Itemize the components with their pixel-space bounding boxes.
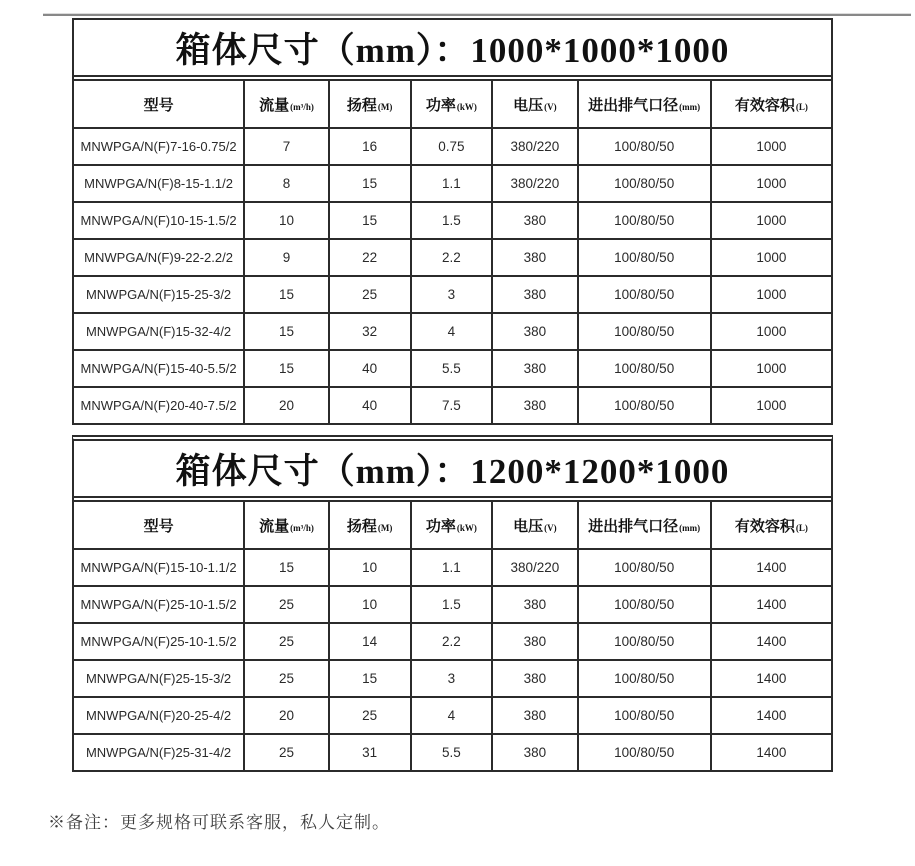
section-title-1200: 箱体尺寸（mm）：1200*1200*1000 — [74, 441, 831, 502]
spec-cell: 1.1 — [411, 549, 493, 586]
spec-cell: 1000 — [711, 350, 831, 387]
column-label: 型号 — [143, 97, 174, 114]
spec-cell: 15 — [329, 165, 411, 202]
column-header — [578, 502, 711, 549]
spec-cell: 1000 — [711, 276, 831, 313]
spec-cell: 3 — [411, 660, 493, 697]
column-unit: (L) — [795, 522, 808, 533]
model-cell: MNWPGA/N(F)25-15-3/2 — [74, 660, 244, 697]
spec-cell: 2.2 — [411, 239, 493, 276]
spec-cell: 20 — [244, 387, 329, 423]
spec-cell: 100/80/50 — [578, 697, 711, 734]
spec-cell: 1.5 — [411, 586, 493, 623]
model-cell: MNWPGA/N(F)9-22-2.2/2 — [74, 239, 244, 276]
model-cell: MNWPGA/N(F)15-40-5.5/2 — [74, 350, 244, 387]
spec-cell: 16 — [329, 128, 411, 165]
spec-cell: 380 — [492, 586, 577, 623]
spec-cell: 1000 — [711, 202, 831, 239]
spec-cell: 100/80/50 — [578, 623, 711, 660]
column-header — [492, 502, 577, 549]
spec-cell: 25 — [329, 276, 411, 313]
spec-cell: 1000 — [711, 313, 831, 350]
column-unit: (kW) — [456, 101, 477, 112]
spec-cell: 3 — [411, 276, 493, 313]
column-label: 有效容积 — [734, 97, 795, 114]
section-title-1000: 箱体尺寸（mm）：1000*1000*1000 — [74, 20, 831, 81]
spec-cell: 10 — [244, 202, 329, 239]
spec-cell: 1400 — [711, 623, 831, 660]
top-divider-rule — [43, 13, 911, 16]
spec-cell: 7 — [244, 128, 329, 165]
spec-cell: 40 — [329, 387, 411, 423]
product-spec-sheet — [0, 13, 915, 866]
column-unit: (M) — [377, 522, 393, 533]
column-header — [492, 81, 577, 128]
spec-cell: 10 — [329, 549, 411, 586]
spec-cell: 1.5 — [411, 202, 493, 239]
spec-cell: 380 — [492, 660, 577, 697]
spec-cell: 1400 — [711, 734, 831, 770]
header-row — [74, 502, 831, 549]
column-label: 扬程 — [346, 518, 377, 535]
spec-cell: 15 — [329, 660, 411, 697]
column-header — [244, 502, 329, 549]
spec-cell: 1400 — [711, 660, 831, 697]
spec-cell: 380 — [492, 697, 577, 734]
column-unit: (m³/h) — [290, 101, 314, 112]
column-label: 有效容积 — [734, 518, 795, 535]
spec-cell: 10 — [329, 586, 411, 623]
spec-cell: 100/80/50 — [578, 350, 711, 387]
column-label: 扬程 — [346, 97, 377, 114]
spec-cell: 100/80/50 — [578, 165, 711, 202]
spec-cell: 380/220 — [492, 128, 577, 165]
spec-cell: 100/80/50 — [578, 276, 711, 313]
spec-cell: 380 — [492, 734, 577, 770]
column-header — [411, 502, 493, 549]
spec-row — [74, 549, 831, 586]
spec-cell: 1000 — [711, 165, 831, 202]
spec-row — [74, 202, 831, 239]
column-unit: (kW) — [456, 522, 477, 533]
spec-table-1000 — [74, 81, 831, 423]
column-unit: (V) — [544, 101, 557, 112]
spec-cell: 5.5 — [411, 350, 493, 387]
spec-cell: 2.2 — [411, 623, 493, 660]
column-unit: (mm) — [679, 522, 701, 533]
spec-cell: 5.5 — [411, 734, 493, 770]
spec-cell: 0.75 — [411, 128, 493, 165]
spec-section-1000 — [72, 18, 833, 425]
model-cell: MNWPGA/N(F)25-10-1.5/2 — [74, 623, 244, 660]
model-cell: MNWPGA/N(F)7-16-0.75/2 — [74, 128, 244, 165]
model-cell: MNWPGA/N(F)20-25-4/2 — [74, 697, 244, 734]
model-cell: MNWPGA/N(F)15-10-1.1/2 — [74, 549, 244, 586]
spec-cell: 380/220 — [492, 165, 577, 202]
column-label: 功率 — [425, 518, 456, 535]
spec-row — [74, 586, 831, 623]
column-label: 电压 — [513, 97, 544, 114]
model-cell: MNWPGA/N(F)10-15-1.5/2 — [74, 202, 244, 239]
column-unit: (mm) — [679, 101, 701, 112]
spec-cell: 32 — [329, 313, 411, 350]
header-row — [74, 81, 831, 128]
spec-cell: 380 — [492, 623, 577, 660]
spec-cell: 25 — [244, 660, 329, 697]
column-header — [711, 81, 831, 128]
spec-cell: 100/80/50 — [578, 239, 711, 276]
footer-note: ※备注：更多规格可联系客服，私人定制。 — [48, 813, 390, 832]
spec-cell: 380/220 — [492, 549, 577, 586]
column-label: 型号 — [143, 518, 174, 535]
spec-row — [74, 165, 831, 202]
spec-cell: 20 — [244, 697, 329, 734]
spec-cell: 8 — [244, 165, 329, 202]
model-cell: MNWPGA/N(F)25-31-4/2 — [74, 734, 244, 770]
spec-cell: 100/80/50 — [578, 313, 711, 350]
model-cell: MNWPGA/N(F)8-15-1.1/2 — [74, 165, 244, 202]
spec-cell: 380 — [492, 276, 577, 313]
spec-cell: 100/80/50 — [578, 387, 711, 423]
spec-cell: 22 — [329, 239, 411, 276]
column-label: 功率 — [425, 97, 456, 114]
column-header — [74, 81, 244, 128]
spec-row — [74, 276, 831, 313]
spec-cell: 100/80/50 — [578, 660, 711, 697]
column-header — [411, 81, 493, 128]
spec-cell: 4 — [411, 697, 493, 734]
model-cell: MNWPGA/N(F)15-25-3/2 — [74, 276, 244, 313]
spec-cell: 15 — [244, 549, 329, 586]
spec-cell: 380 — [492, 387, 577, 423]
model-cell: MNWPGA/N(F)20-40-7.5/2 — [74, 387, 244, 423]
spec-cell: 1400 — [711, 697, 831, 734]
column-label: 进出排气口径 — [588, 97, 679, 114]
column-unit: (m³/h) — [290, 522, 314, 533]
model-cell: MNWPGA/N(F)15-32-4/2 — [74, 313, 244, 350]
column-header — [74, 502, 244, 549]
column-header — [329, 502, 411, 549]
spec-cell: 40 — [329, 350, 411, 387]
spec-cell: 15 — [244, 350, 329, 387]
spec-cell: 15 — [244, 276, 329, 313]
column-header — [578, 81, 711, 128]
spec-cell: 1000 — [711, 239, 831, 276]
spec-row — [74, 623, 831, 660]
spec-cell: 25 — [244, 734, 329, 770]
spec-cell: 15 — [244, 313, 329, 350]
spec-cell: 380 — [492, 350, 577, 387]
spec-cell: 14 — [329, 623, 411, 660]
spec-cell: 100/80/50 — [578, 549, 711, 586]
column-unit: (V) — [544, 522, 557, 533]
column-header — [711, 502, 831, 549]
column-label: 进出排气口径 — [588, 518, 679, 535]
spec-row — [74, 239, 831, 276]
spec-cell: 4 — [411, 313, 493, 350]
column-header — [244, 81, 329, 128]
spec-cell: 100/80/50 — [578, 734, 711, 770]
column-label: 流量 — [259, 97, 290, 114]
spec-cell: 1000 — [711, 387, 831, 423]
spec-row — [74, 660, 831, 697]
column-unit: (L) — [795, 101, 808, 112]
spec-cell: 1400 — [711, 549, 831, 586]
spec-cell: 100/80/50 — [578, 202, 711, 239]
spec-cell: 1.1 — [411, 165, 493, 202]
spec-cell: 100/80/50 — [578, 128, 711, 165]
spec-cell: 31 — [329, 734, 411, 770]
spec-cell: 380 — [492, 239, 577, 276]
spec-row — [74, 697, 831, 734]
spec-section-1200 — [72, 435, 833, 772]
spec-row — [74, 350, 831, 387]
model-cell: MNWPGA/N(F)25-10-1.5/2 — [74, 586, 244, 623]
spec-row — [74, 128, 831, 165]
spec-cell: 25 — [329, 697, 411, 734]
spec-cell: 25 — [244, 623, 329, 660]
spec-cell: 1000 — [711, 128, 831, 165]
column-label: 流量 — [259, 518, 290, 535]
column-label: 电压 — [513, 518, 544, 535]
spec-cell: 100/80/50 — [578, 586, 711, 623]
spec-cell: 9 — [244, 239, 329, 276]
spec-row — [74, 734, 831, 770]
spec-cell: 7.5 — [411, 387, 493, 423]
spec-cell: 1400 — [711, 586, 831, 623]
spec-cell: 380 — [492, 313, 577, 350]
column-header — [329, 81, 411, 128]
spec-cell: 25 — [244, 586, 329, 623]
spec-table-1200 — [74, 502, 831, 770]
spec-row — [74, 387, 831, 423]
spec-cell: 15 — [329, 202, 411, 239]
column-unit: (M) — [377, 101, 393, 112]
spec-cell: 380 — [492, 202, 577, 239]
spec-row — [74, 313, 831, 350]
